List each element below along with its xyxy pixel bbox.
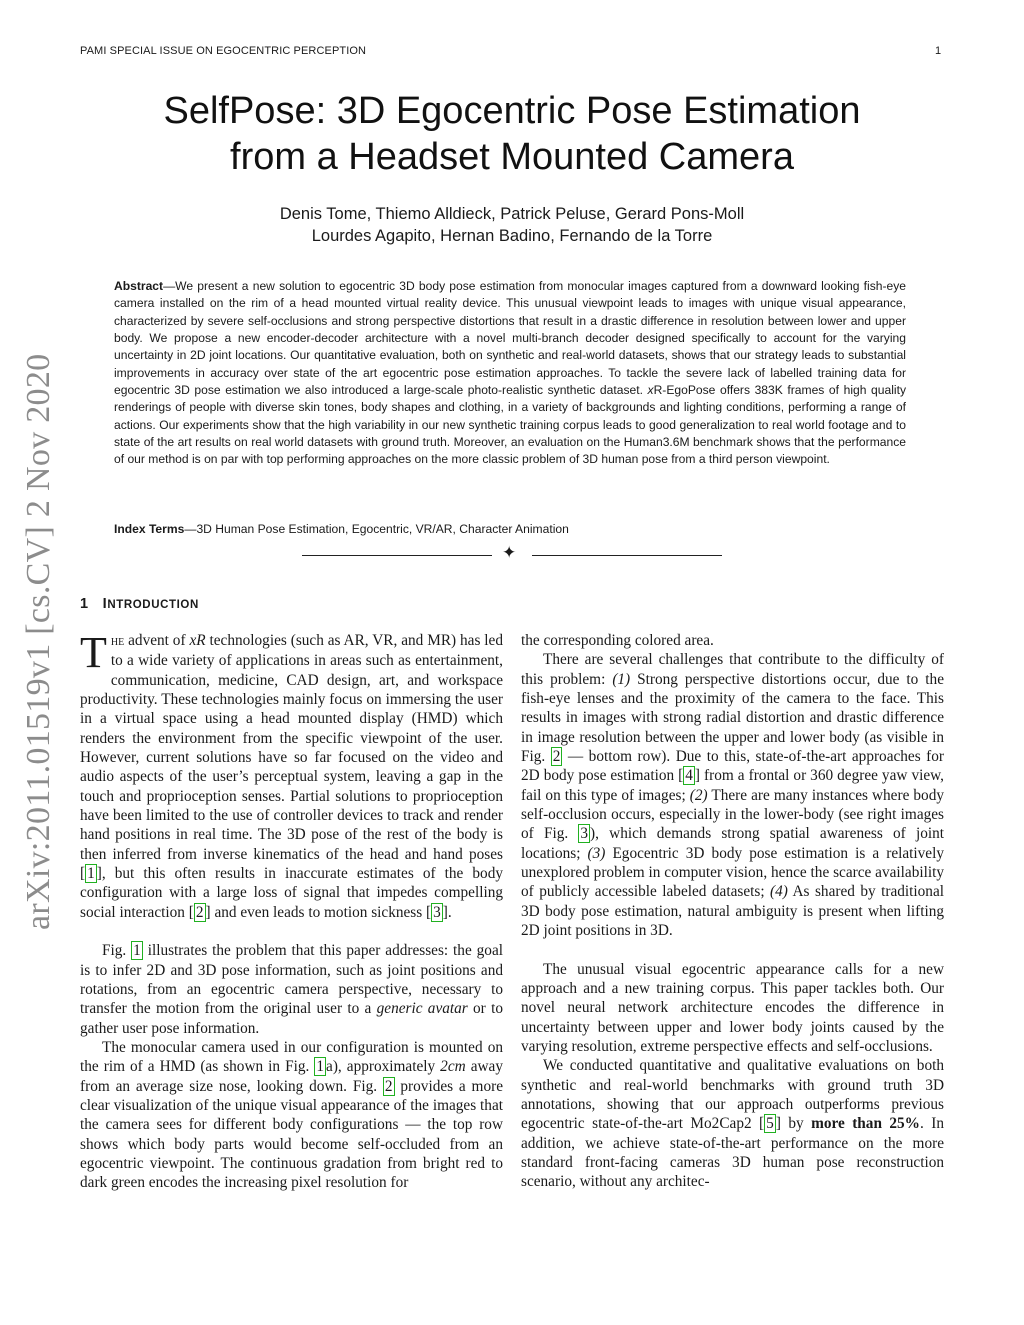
italic-phrase: generic avatar [376, 1000, 468, 1018]
left-column [80, 628, 503, 1193]
authors-line-1: Denis Tome, Thiemo Alldieck, Patrick Peluse, Gerard Pons-Moll [279, 205, 745, 223]
evaluation-paragraph: We conducted quantitative and qualitative evaluations on both synthetic and real-world benchmarks with ground truth 3D annotations, showing that our approach outperforms previous egocentric state-of-the-art Mo2Cap2 [ 5 ] by more than 25%. In addition, we achieve state-of-the-art performance on the more standard front-facing cameras 3D human pose reconstruction scenario, without any architec- [521, 1057, 944, 1191]
section-title: INTRODUCTION [102, 596, 199, 612]
abstract-text: We present a new solution to egocentric 3D body pose estimation from monocular images captured from a downward looking fish-eye camera installed on the rim of a head mounted virtual reality device. This unusual viewpoint leads to images with unique visual appearance, characterized by severe self-occlusions and strong perspective distortions that result in a drastic difference in resolution between lower and upper body. We propose a new encoder-decoder architecture with a novel multi-branch decoder designed specifically to account for the varying uncertainty in 2D joint locations. Our quantitative evaluation, both on synthetic and real-world datasets, shows that our strategy leads to substantial improvements in accuracy over state of the art egocentric pose estimation approaches. To tackle the severe lack of labelled training data for egocentric 3D pose estimation we also introduced a large-scale photo-realistic synthetic dataset. xR-EgoPose offers 383K frames of high quality renderings of people with diverse skin tones, body shapes and clothing, in a variety of backgrounds and lighting conditions, performing a range of actions. Our experiments show that the high variability in our new synthetic training corpus leads to good generalization to real world footage and to state of the art results on real world datasets with ground truth. Moreover, an evaluation on the Human3.6M benchmark shows that the performance of our method is on par with top performing approaches on the more classic problem of 3D human pose from a third person viewpoint. [114, 279, 906, 467]
italic-phrase: (3) [587, 844, 606, 862]
right-column [521, 631, 944, 1192]
citation-link[interactable]: 5 [766, 1115, 774, 1133]
citation-link[interactable]: 1 [133, 942, 141, 960]
citation-link[interactable]: 3 [580, 825, 589, 843]
title-line-1: SelfPose: 3D Egocentric Pose Estimation [163, 90, 861, 132]
intro-paragraph-1 [80, 628, 503, 922]
approach-paragraph: The unusual visual egocentric appearance calls for a new approach and a new training corpus. This paper tackles both. Our novel neural network architecture encodes the difference in uncertainty between upper and lower body joints caused by the varying resolution, extreme perspective effects and self-occlusions. [521, 960, 944, 1055]
intro-paragraph-2: Fig. 1 illustrates the problem that this paper addresses: the goal is to infer 2D and 3D pose information, such as joint positions and rotations, from an egocentric camera perspective, necessary to transfer the motion from the original user to a generic avatar or to gather user pose information. [80, 942, 503, 1037]
challenges-paragraph: There are several challenges that contribute to the difficulty of this problem: (1) Strong perspective distortions occur, due to the fish-eye lenses and the proximity of the camera to the face. This results in images with strong radial distortion and drastic difference in image resolution between the upper and lower body (as visible in Fig. 2 — bottom row). Due to this, state-of-the-art approaches for 2D body pose estimation [ 4 ] from a frontal or 360 degree yaw view, fail on this type of images; (2) There are many instances where body self-occlusion occurs, especially in the lower-body (see right images of Fig. 3 ), which demands strong spatial awareness of joint locations; (3) Egocentric 3D body pose estimation is a relatively unexplored problem in computer vision, hence the scarce availability of publicly accessible labeled datasets; (4) As shared by traditional 3D body pose estimation, natural ambiguity is present when lifting 2D joint positions in 3D. [521, 651, 945, 940]
citation-link[interactable]: 3 [433, 903, 441, 921]
bold-phrase: more than 25% [811, 1115, 920, 1133]
section-heading [80, 596, 199, 612]
citation-link[interactable]: 1 [87, 865, 95, 883]
section-number: 1 [80, 596, 89, 612]
italic-phrase: (1) [612, 670, 631, 688]
arxiv-stamp: arXiv:2011.01519v1 [cs.CV] 2 Nov 2020 [20, 353, 57, 930]
italic-phrase: xR [189, 632, 206, 649]
separator-left [302, 555, 492, 556]
index-terms-text: 3D Human Pose Estimation, Egocentric, VR/AR, Character Animation [196, 522, 569, 536]
index-terms: Index Terms—3D Human Pose Estimation, Egocentric, VR/AR, Character Animation [114, 522, 569, 536]
intro-paragraph-3: The monocular camera used in our configuration is mounted on the rim of a HMD (as shown in Fig. 1 a), approximately 2cm away from an average size nose, looking down. Fig. 2 provides a more clear visualization of the unique visual appearance of the images that the camera sees for different body configurations — the top row shows which body parts would become self-occluded from an egocentric viewpoint. The continuous gradation from bright red to dark green encodes the increasing pixel resolution for [80, 1038, 503, 1192]
continued-paragraph: the corresponding colored area. [521, 632, 714, 649]
separator-diamond-icon: ✦ [502, 543, 517, 562]
abstract-label: Abstract [114, 279, 164, 293]
paper-title [0, 88, 1024, 180]
italic-phrase: (2) [689, 786, 708, 804]
authors-line-2: Lourdes Agapito, Hernan Badino, Fernando de la Torre [311, 227, 713, 245]
italic-phrase: 2cm [440, 1058, 466, 1076]
author-list [0, 203, 1024, 247]
xr-emphasis: x [647, 383, 654, 398]
intro-paragraph-1-text: advent of xR technologies (such as AR, VR, and MR) has led to a wide variety of applications in areas such as entertainment, communication, medicine, CAD design, art, and workspace productivity. These technologies mainly focus on immersing the user in a virtual space using a head mounted display (HMD) which renders the environment from the specific viewpoint of the user. However, current solutions have so far focused on the video and audio aspects of the user’s perceptual system, leaving a gap in the touch and proprioception senses. Partial solutions to proprioception have been limited to the use of controller devices to track and render hand positions in real time. The 3D pose of the rest of the body is then inferred from inverse kinematics of the head and hand poses [ 1 ], but this often results in inaccurate estimates of the body configuration with a large loss of signal that impedes compelling social interaction [ 2 ] and even leads to motion sickness [ 3 ]. [80, 632, 503, 921]
running-header: PAMI SPECIAL ISSUE ON EGOCENTRIC PERCEPTION [80, 45, 367, 57]
citation-link[interactable]: 1 [316, 1058, 325, 1076]
title-line-2: from a Headset Mounted Camera [230, 136, 794, 178]
citation-link[interactable]: 4 [685, 767, 693, 785]
italic-phrase: (4) [770, 883, 788, 901]
index-terms-label: Index Terms [114, 522, 185, 536]
abstract: Abstract—We present a new solution to egocentric 3D body pose estimation from monocular images captured from a downward looking fish-eye camera installed on the rim of a head mounted virtual reality device. This unusual viewpoint leads to images with unique visual appearance, characterized by severe self-occlusions and strong perspective distortions that result in a drastic difference in resolution between lower and upper body. We propose a new encoder-decoder architecture with a novel multi-branch decoder designed specifically to account for the varying uncertainty in 2D joint locations. Our quantitative evaluation, both on synthetic and real-world datasets, shows that our strategy leads to substantial improvements in accuracy over state of the art egocentric pose estimation approaches. To tackle the severe lack of labelled training data for egocentric 3D pose estimation we also introduced a large-scale photo-realistic synthetic dataset. xR-EgoPose offers 383K frames of high quality renderings of people with diverse skin tones, body shapes and clothing, in a variety of backgrounds and lighting conditions, performing a range of actions. Our experiments show that the high variability in our new synthetic training corpus leads to good generalization to real world footage and to state of the art results on real world datasets with ground truth. Moreover, an evaluation on the Human3.6M benchmark shows that the performance of our method is on par with top performing approaches on the more classic problem of 3D human pose from a third person viewpoint. [114, 279, 906, 467]
citation-link[interactable]: 2 [552, 748, 561, 766]
citation-link[interactable]: 2 [384, 1077, 393, 1095]
citation-link[interactable]: 2 [195, 903, 204, 921]
dropcap: T [80, 628, 107, 677]
smallcaps-lead: he [110, 634, 125, 649]
separator-right [532, 555, 722, 556]
page-number: 1 [935, 45, 942, 57]
